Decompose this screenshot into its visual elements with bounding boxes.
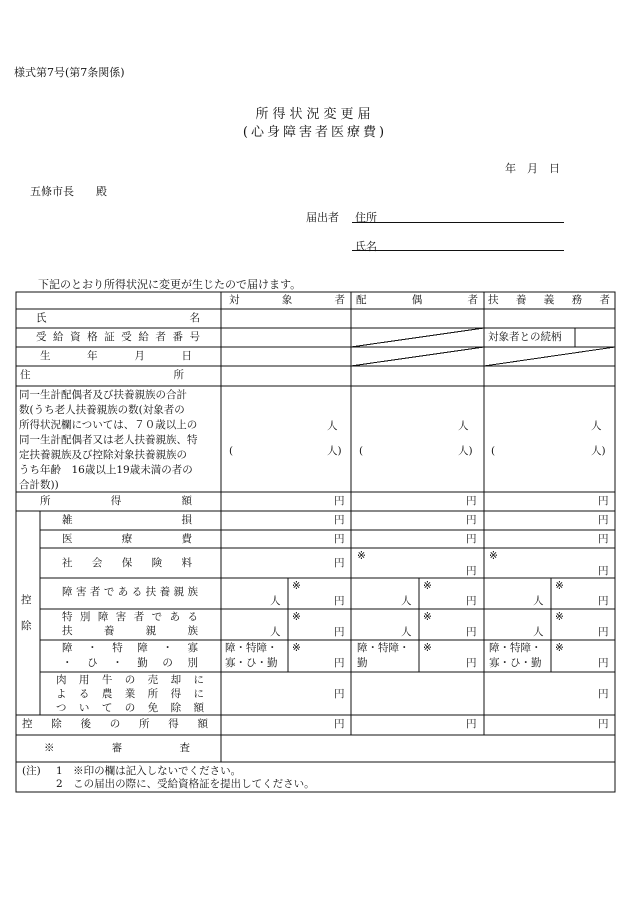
- yen-misc-spouse: 円: [466, 514, 477, 526]
- yen-income-guardian: 円: [598, 495, 609, 507]
- dep-paren-open-guardian: (: [491, 445, 496, 457]
- col-header-subject: 対 象 者: [229, 294, 345, 306]
- yen-category-subject: 円: [334, 657, 345, 669]
- yen-income-subject: 円: [334, 495, 345, 507]
- mark-disabled-guardian: ※: [555, 580, 564, 592]
- form-subtitle: (心身障害者医療費): [242, 125, 388, 140]
- row-label-cattle-1: 肉用牛の売却に: [56, 674, 204, 686]
- form-number: 様式第7号(第7条関係): [14, 66, 125, 79]
- dep-unit-subject: 人: [327, 420, 338, 432]
- yen-after-subject: 円: [334, 718, 345, 730]
- mark-disabled-spouse: ※: [423, 580, 432, 592]
- yen-income-spouse: 円: [466, 495, 477, 507]
- addressee: 五條市長 殿: [30, 185, 107, 198]
- yen-special-guardian: 円: [598, 626, 609, 638]
- dep-paren-open-subject: (: [229, 445, 234, 457]
- yen-misc-guardian: 円: [598, 514, 609, 526]
- mark-category-guardian: ※: [555, 642, 564, 654]
- row-label-special-2: 扶養親族: [62, 625, 198, 637]
- yen-medical-subject: 円: [334, 533, 345, 545]
- person-special-guardian: 人: [533, 626, 544, 638]
- yen-category-guardian: 円: [598, 657, 609, 669]
- dep-paren-close-guardian: 人): [591, 445, 606, 457]
- category-opt-guardian-1: 障・特障・: [489, 642, 542, 654]
- category-opt-spouse-2: 勤: [357, 657, 368, 669]
- col-header-spouse: 配 偶 者: [356, 294, 478, 306]
- row-label-cattle-2: よる農業所得に: [56, 688, 204, 700]
- row-label-category-1: 障・特障・寡: [62, 642, 198, 654]
- row-label-review: ※審査: [44, 742, 190, 754]
- yen-disabled-spouse: 円: [466, 595, 477, 607]
- person-disabled-spouse: 人: [401, 595, 412, 607]
- col-header-guardian: 扶 養 義 務 者: [488, 294, 610, 306]
- deduction-label-2: 除: [21, 620, 32, 632]
- mark-special-subject: ※: [292, 611, 301, 623]
- yen-disabled-guardian: 円: [598, 595, 609, 607]
- yen-after-guardian: 円: [598, 718, 609, 730]
- row-label-medical: 医療費: [62, 533, 192, 545]
- category-opt-subject-1: 障・特障・: [225, 642, 278, 654]
- yen-medical-guardian: 円: [598, 533, 609, 545]
- person-special-spouse: 人: [401, 626, 412, 638]
- yen-after-spouse: 円: [466, 718, 477, 730]
- dep-paren-close-subject: 人): [327, 445, 342, 457]
- notes-label: (注): [22, 765, 41, 777]
- category-opt-guardian-2: 寡・ひ・勤: [489, 657, 542, 669]
- yen-special-subject: 円: [334, 626, 345, 638]
- mark-special-guardian: ※: [555, 611, 564, 623]
- row-label-cert: 受給資格証受給者番号: [36, 331, 200, 343]
- note-2: 2 この届出の際に、受給資格証を提出してください。: [56, 778, 315, 790]
- row-label-birth: 生年月日: [40, 350, 192, 362]
- mark-social-spouse: ※: [357, 550, 366, 562]
- mark-category-subject: ※: [292, 642, 301, 654]
- relation-label: 対象者との続柄: [488, 331, 562, 343]
- mark-social-guardian: ※: [489, 550, 498, 562]
- row-label-special-1: 特別障害者である: [62, 611, 198, 623]
- dep-unit-spouse: 人: [458, 420, 469, 432]
- yen-cattle-subject: 円: [334, 688, 345, 700]
- yen-medical-spouse: 円: [466, 533, 477, 545]
- row-label-misc-loss: 雑損: [62, 514, 192, 526]
- note-1: 1 ※印の欄は記入しないでください。: [56, 765, 242, 777]
- row-label-income: 所得額: [40, 495, 192, 507]
- row-label-dependents: 同一生計配偶者及び扶養親族の合計 数(うち老人扶養親族の数(対象者の 所得状況欄については、７０歳以上の 同一生計配偶者又は老人扶養親族、特 定扶養親族及び控除対象扶養親族の うち年齢 16歳以上19歳未満の者の 合計数)): [19, 389, 198, 491]
- person-disabled-guardian: 人: [533, 595, 544, 607]
- category-opt-subject-2: 寡・ひ・勤: [225, 657, 278, 669]
- dep-paren-close-spouse: 人): [458, 445, 473, 457]
- yen-social-subject: 円: [334, 557, 345, 569]
- form-title: 所得状況変更届: [255, 107, 375, 122]
- row-label-disabled-dep: 障害者である扶養親族: [62, 586, 198, 598]
- address-label: 住所: [355, 211, 377, 224]
- row-label-cattle-3: ついての免除額: [56, 702, 204, 714]
- deduction-label-1: 控: [21, 594, 32, 606]
- category-opt-spouse-1: 障・特障・: [357, 642, 410, 654]
- mark-disabled-subject: ※: [292, 580, 301, 592]
- intro-text: 下記のとおり所得状況に変更が生じたので届けます。: [38, 278, 302, 291]
- row-label-category-2: ・ひ・勤の別: [62, 657, 198, 669]
- mark-category-spouse: ※: [423, 642, 432, 654]
- row-label-name: 氏名: [36, 312, 200, 324]
- name-label: 氏名: [355, 240, 377, 253]
- person-special-subject: 人: [270, 626, 281, 638]
- yen-special-spouse: 円: [466, 626, 477, 638]
- yen-social-spouse: 円: [466, 565, 477, 577]
- date-field[interactable]: 年 月 日: [505, 162, 560, 175]
- yen-cattle-guardian: 円: [598, 688, 609, 700]
- submitter-label: 届出者: [306, 211, 339, 224]
- yen-disabled-subject: 円: [334, 595, 345, 607]
- yen-social-guardian: 円: [598, 565, 609, 577]
- person-disabled-subject: 人: [270, 595, 281, 607]
- yen-category-spouse: 円: [466, 657, 477, 669]
- row-label-address: 住所: [20, 369, 184, 381]
- dep-unit-guardian: 人: [591, 420, 602, 432]
- row-label-after-deduction: 控除後の所得額: [22, 718, 208, 730]
- dep-paren-open-spouse: (: [359, 445, 364, 457]
- row-label-social-insurance: 社会保険料: [62, 557, 192, 569]
- yen-misc-subject: 円: [334, 514, 345, 526]
- mark-special-spouse: ※: [423, 611, 432, 623]
